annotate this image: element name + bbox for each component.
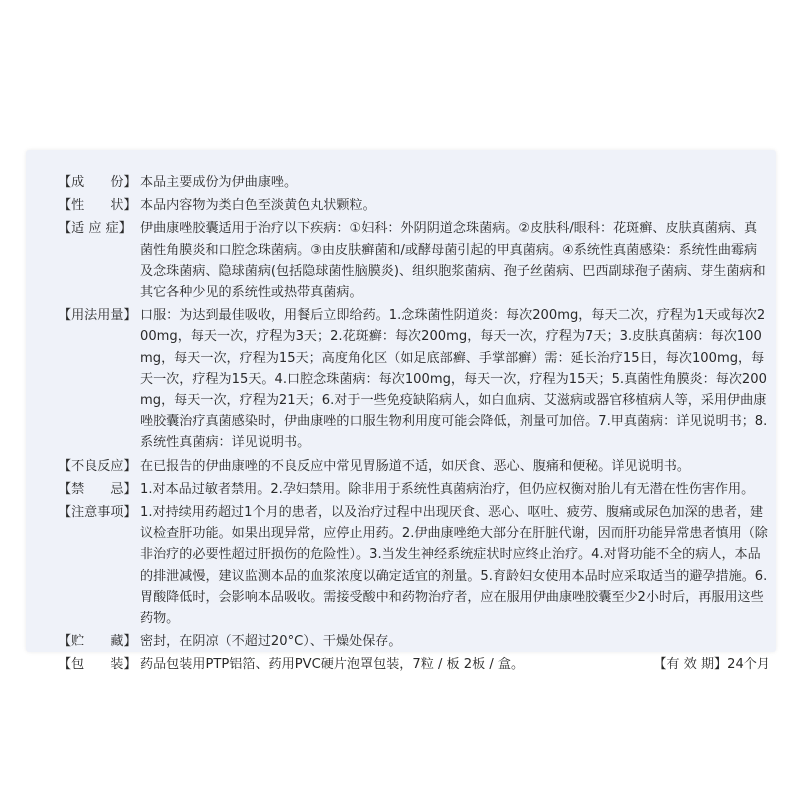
text-adverse-reactions: 在已报告的伊曲康唑的不良反应中常见胃肠道不适，如厌食、恶心、腹痛和便秘。详见说明书。 <box>140 458 690 474</box>
row-indications <box>58 218 778 303</box>
row-contraindications <box>58 479 778 500</box>
text-packaging: 药品包装用PTP铝箔、药用PVC硬片泡罩包装，7粒 / 板 2板 / 盒。 <box>140 657 525 673</box>
package-text <box>58 172 778 676</box>
row-packaging <box>58 654 778 675</box>
label-appearance: 【性 状】 <box>58 198 137 214</box>
row-dosage <box>58 305 778 453</box>
text-ingredients: 本品主要成份为伊曲康唑。 <box>140 175 298 190</box>
label-packaging: 【包 装】 <box>58 657 137 673</box>
row-adverse-reactions <box>58 456 778 477</box>
text-appearance: 本品内容物为类白色至淡黄色丸状颗粒。 <box>140 198 376 214</box>
label-contraindications: 【禁 忌】 <box>58 481 137 497</box>
label-storage: 【贮 藏】 <box>58 634 137 650</box>
text-indications: 伊曲康唑胶囊适用于治疗以下疾病：①妇科：外阴阴道念珠菌病。②皮肤科/眼科：花斑癣、皮肤真菌病、真菌性角膜炎和口腔念珠菌病。③由皮肤癣菌和/或酵母菌引起的甲真菌病。④系统性真菌感染：系统性曲霉病及念珠菌病、隐球菌病(包括隐球菌性脑膜炎)、组织胞浆菌病、孢子丝菌病、巴西副球孢子菌病、芽生菌病和其它各种少见的系统性或热带真菌病。 <box>140 221 766 301</box>
text-contraindications: 1.对本品过敏者禁用。2.孕妇禁用。除非用于系统性真菌病治疗，但仍应权衡对胎儿有无潜在性伤害作用。 <box>140 481 755 497</box>
row-storage <box>58 631 778 652</box>
text-packaging-line <box>140 654 770 675</box>
row-precautions <box>58 502 778 629</box>
text-storage: 密封，在阴凉（不超过20°C）、干燥处保存。 <box>140 634 402 650</box>
text-expiry: 【有 效 期】24个月 <box>653 657 770 673</box>
text-dosage: 口服：为达到最佳吸收，用餐后立即给药。1.念珠菌性阴道炎：每次200mg，每天二次，疗程为1天或每次200mg，每天一次，疗程为3天；2.花斑癣：每次200mg，每天一次，疗程为7天；3.皮肤真菌病：每次100mg，每天一次，疗程为15天；高度角化区（如足底部癣、手掌部癣）需：延长治疗15日，每次100mg，每天一次，疗程为15天。4.口腔念珠菌病：每次100mg，每天一次，疗程为15天；5.真菌性角膜炎：每次200mg，每天一次，疗程为21天；6.对于一些免疫缺陷病人，如白血病、艾滋病或器官移植病人等，采用伊曲康唑胶囊治疗真菌感染时，伊曲康唑的口服生物利用度可能会降低，剂量可加倍。7.甲真菌病：详见说明书；8.系统性真菌病：详见说明书。 <box>140 308 768 451</box>
label-indications: 【适 应 症】 <box>58 221 132 237</box>
row-appearance <box>58 195 778 216</box>
label-ingredients: 【成 份】 <box>58 175 137 190</box>
label-precautions: 【注意事项】 <box>58 505 137 521</box>
text-precautions: 1.对持续用药超过1个月的患者，以及治疗过程中出现厌食、恶心、呕吐、疲劳、腹痛或尿色加深的患者，建议检查肝功能。如果出现异常，应停止用药。2.伊曲康唑绝大部分在肝脏代谢，因而肝功能异常患者慎用（除非治疗的必要性超过肝损伤的危险性）。3.当发生神经系统症状时应终止治疗。4.对肾功能不全的病人，本品的排泄减慢，建议监测本品的血浆浓度以确定适宜的剂量。5.育龄妇女使用本品时应采取适当的避孕措施。6.胃酸降低时，会影响本品吸收。需接受酸中和药物治疗者，应在服用伊曲康唑胶囊至少2小时后，再服用这些药物。 <box>140 505 768 627</box>
label-adverse-reactions: 【不良反应】 <box>58 458 137 474</box>
row-ingredients <box>58 172 778 193</box>
label-dosage: 【用法用量】 <box>58 308 137 324</box>
